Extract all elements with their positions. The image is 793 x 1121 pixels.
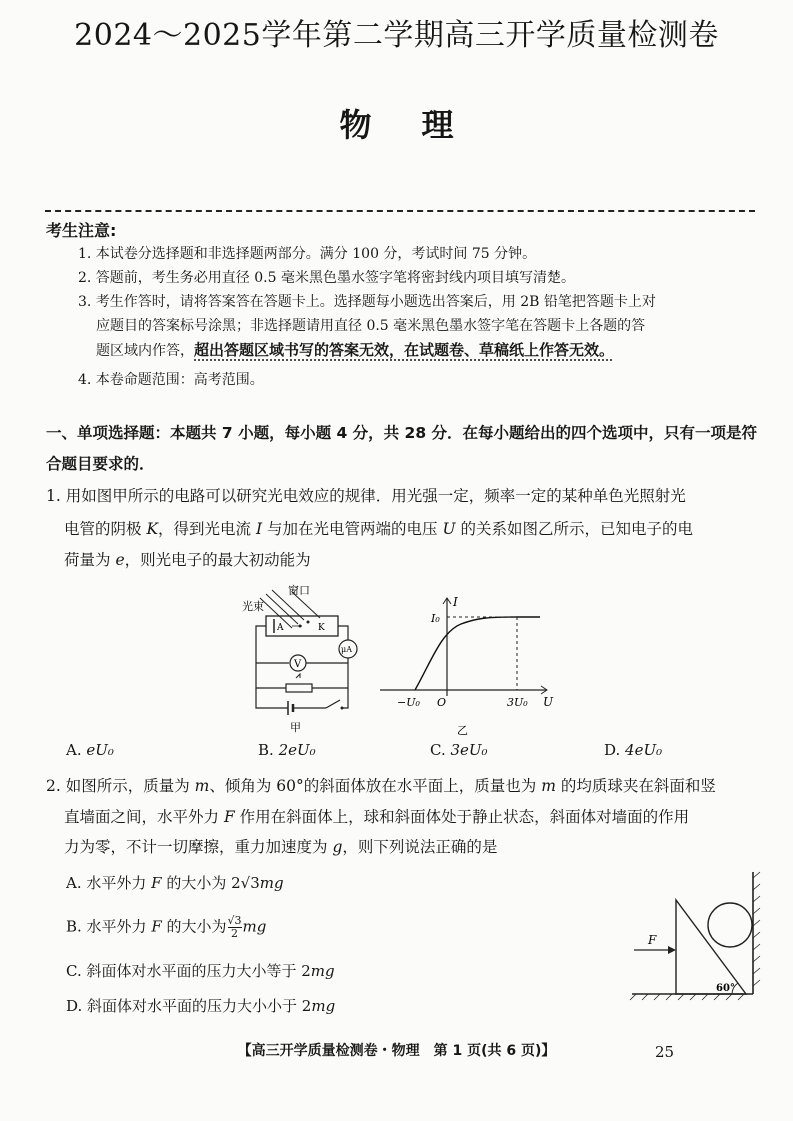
label-microammeter: μA	[341, 645, 352, 654]
wire	[256, 688, 288, 708]
label-window: 窗口	[288, 584, 310, 597]
iu-curve	[415, 617, 540, 690]
symbol-mg: mg	[259, 874, 284, 892]
q1-text: 的关系如图乙所示，已知电子的电	[455, 520, 693, 538]
label-beam: 光束	[242, 600, 264, 613]
subject-title: 物理	[339, 106, 504, 144]
q2-text: 力为零，不计一切摩擦，重力加速度为	[64, 838, 333, 856]
q2-option-b[interactable]	[66, 915, 266, 940]
option-letter: D.	[604, 741, 626, 759]
dashed-divider	[45, 210, 755, 212]
q1-text: ，则光电子的最大初动能为	[124, 551, 311, 569]
q2-option-a[interactable]	[66, 872, 284, 893]
symbol-mg: mg	[311, 997, 336, 1015]
label-origin: O	[437, 696, 447, 709]
symbol-g: g	[332, 838, 343, 856]
slider-arrow	[296, 674, 300, 678]
symbol-e: e	[115, 551, 125, 569]
q1-text: 荷量为	[64, 551, 116, 569]
label-cathode: K	[318, 623, 325, 633]
notice-item-1: 1. 本试卷分选择题和非选择题两部分。满分 100 分，考试时间 75 分钟。	[78, 246, 537, 262]
notice-item-2: 2. 答题前，考生务必用直径 0.5 毫米黑色墨水签字笔将密封线内项目填写清楚。	[78, 270, 575, 286]
page-code: 25	[655, 1043, 675, 1061]
label-3u0: 3U₀	[507, 696, 528, 709]
wire	[256, 626, 266, 663]
figure-incline-ball	[628, 870, 763, 1002]
option-text: A. 水平外力	[66, 874, 152, 892]
q2-line1	[46, 772, 716, 801]
fraction-denominator: 2	[231, 927, 239, 940]
q2-text: 2. 如图所示，质量为	[46, 777, 195, 795]
notice-item-3-line2: 应题目的答案标号涂黑；非选择题请用直径 0.5 毫米黑色墨水签字笔在答题卡上各题的答	[96, 318, 646, 334]
option-text: 的大小为	[161, 917, 227, 936]
label-I0: I₀	[431, 612, 440, 625]
label-U-axis: U	[543, 695, 554, 709]
notice-emphasis: 超出答题区域书写的答案无效，在试题卷、草稿纸上作答无效。	[194, 341, 615, 359]
notice-item-3-text: 题区域内作答，	[96, 343, 194, 359]
q2-option-d[interactable]	[66, 995, 335, 1016]
caption-jia: 甲	[290, 721, 301, 734]
caption-yi: 乙	[457, 724, 468, 737]
light-ray	[266, 594, 298, 624]
symbol-F: F	[151, 917, 162, 936]
q2-text: 作用在斜面体上，球和斜面体处于静止状态，斜面体对墙面的作用	[234, 808, 690, 826]
notice-item-3-line1: 3. 考生作答时，请将答案答在答题卡上。选择题每小题选出答案后，用 2B 铅笔把答题卡上对	[78, 294, 656, 310]
notice-item-4: 4. 本卷命题范围：高考范围。	[78, 372, 264, 388]
q1-text: 电管的阴极	[64, 520, 147, 538]
q1-option-a[interactable]	[66, 741, 114, 759]
q1-option-c[interactable]	[430, 741, 488, 759]
label-voltmeter: V	[294, 659, 302, 670]
section-heading	[46, 418, 758, 480]
sqrt-3: √3	[240, 874, 260, 892]
figure-circuit	[230, 578, 360, 736]
wire	[338, 626, 348, 640]
q2-text: 、倾角为 60°的斜面体放在水平面上，质量也为	[209, 777, 542, 795]
option-text: C. 斜面体对水平面的压力大小等于 2	[66, 962, 311, 980]
option-value: eU₀	[86, 741, 114, 759]
q1-line3	[64, 546, 311, 575]
label-force-F: F	[648, 933, 657, 947]
option-text: D. 斜面体对水平面的压力大小小于 2	[66, 997, 312, 1015]
option-value: 4eU₀	[625, 741, 663, 759]
switch-icon	[326, 700, 340, 708]
symbol-I: I	[255, 520, 263, 538]
symbol-F: F	[151, 874, 162, 892]
q2-option-c[interactable]	[66, 960, 335, 981]
wire	[342, 688, 348, 708]
floor-hatching	[630, 994, 744, 1000]
force-arrowhead	[668, 946, 676, 954]
option-value: 3eU₀	[450, 741, 488, 759]
option-letter: B.	[258, 741, 279, 759]
q1-option-d[interactable]	[604, 741, 662, 759]
q2-text: ，则下列说法正确的是	[342, 838, 498, 856]
option-letter: A.	[66, 741, 87, 759]
q1-text: 与加在光电管两端的电压	[262, 520, 443, 538]
figure-iu-graph	[375, 592, 555, 740]
notice-heading: 考生注意:	[46, 221, 117, 240]
symbol-U: U	[442, 520, 456, 538]
symbol-m: m	[541, 777, 556, 795]
option-value: 2eU₀	[278, 741, 316, 759]
wire	[256, 663, 286, 688]
option-text: B. 水平外力	[66, 917, 152, 936]
option-text: 的大小为 2	[161, 874, 241, 892]
symbol-K: K	[146, 520, 159, 538]
fraction-sqrt3-over-2	[228, 915, 242, 940]
label-neg-u0: −U₀	[397, 696, 420, 709]
symbol-F: F	[223, 808, 235, 826]
rheostat-icon	[286, 684, 312, 692]
q1-line1: 1. 用如图甲所示的电路可以研究光电效应的规律．用光强一定，频率一定的某种单色光照射光	[46, 487, 686, 505]
light-ray	[260, 598, 292, 628]
exam-title: 2024～2025学年第二学期高三开学质量检测卷	[74, 18, 719, 53]
label-I-axis: I	[453, 595, 458, 609]
electron-dot	[307, 621, 310, 624]
option-letter: C.	[430, 741, 451, 759]
fraction-numerator: √3	[227, 914, 242, 927]
label-angle: 60°	[716, 983, 735, 994]
q2-text: 直墙面之间，水平外力	[64, 808, 224, 826]
notice-item-3-line3	[96, 338, 614, 363]
wall-hatching	[753, 872, 760, 986]
label-anode: A	[277, 623, 284, 633]
symbol-m: m	[194, 777, 210, 795]
q1-option-b[interactable]	[258, 741, 316, 759]
ball	[708, 903, 752, 947]
q2-text: 的均质球夹在斜面和竖	[555, 777, 716, 795]
symbol-mg: mg	[310, 962, 335, 980]
section-heading-text: 一、单项选择题：本题共 7 小题，每小题 4 分，共 28 分．在每小题给出的四个选项中，只有一项是符合题目要求的．	[46, 424, 758, 473]
symbol-mg: mg	[242, 917, 267, 936]
q1-line2	[64, 515, 693, 544]
q2-line2	[64, 803, 689, 832]
q2-line3	[64, 833, 497, 862]
q1-text: ，得到光电流	[158, 520, 256, 538]
page-footer: 【高三开学质量检测卷・物理 第 1 页(共 6 页)】	[237, 1043, 556, 1059]
